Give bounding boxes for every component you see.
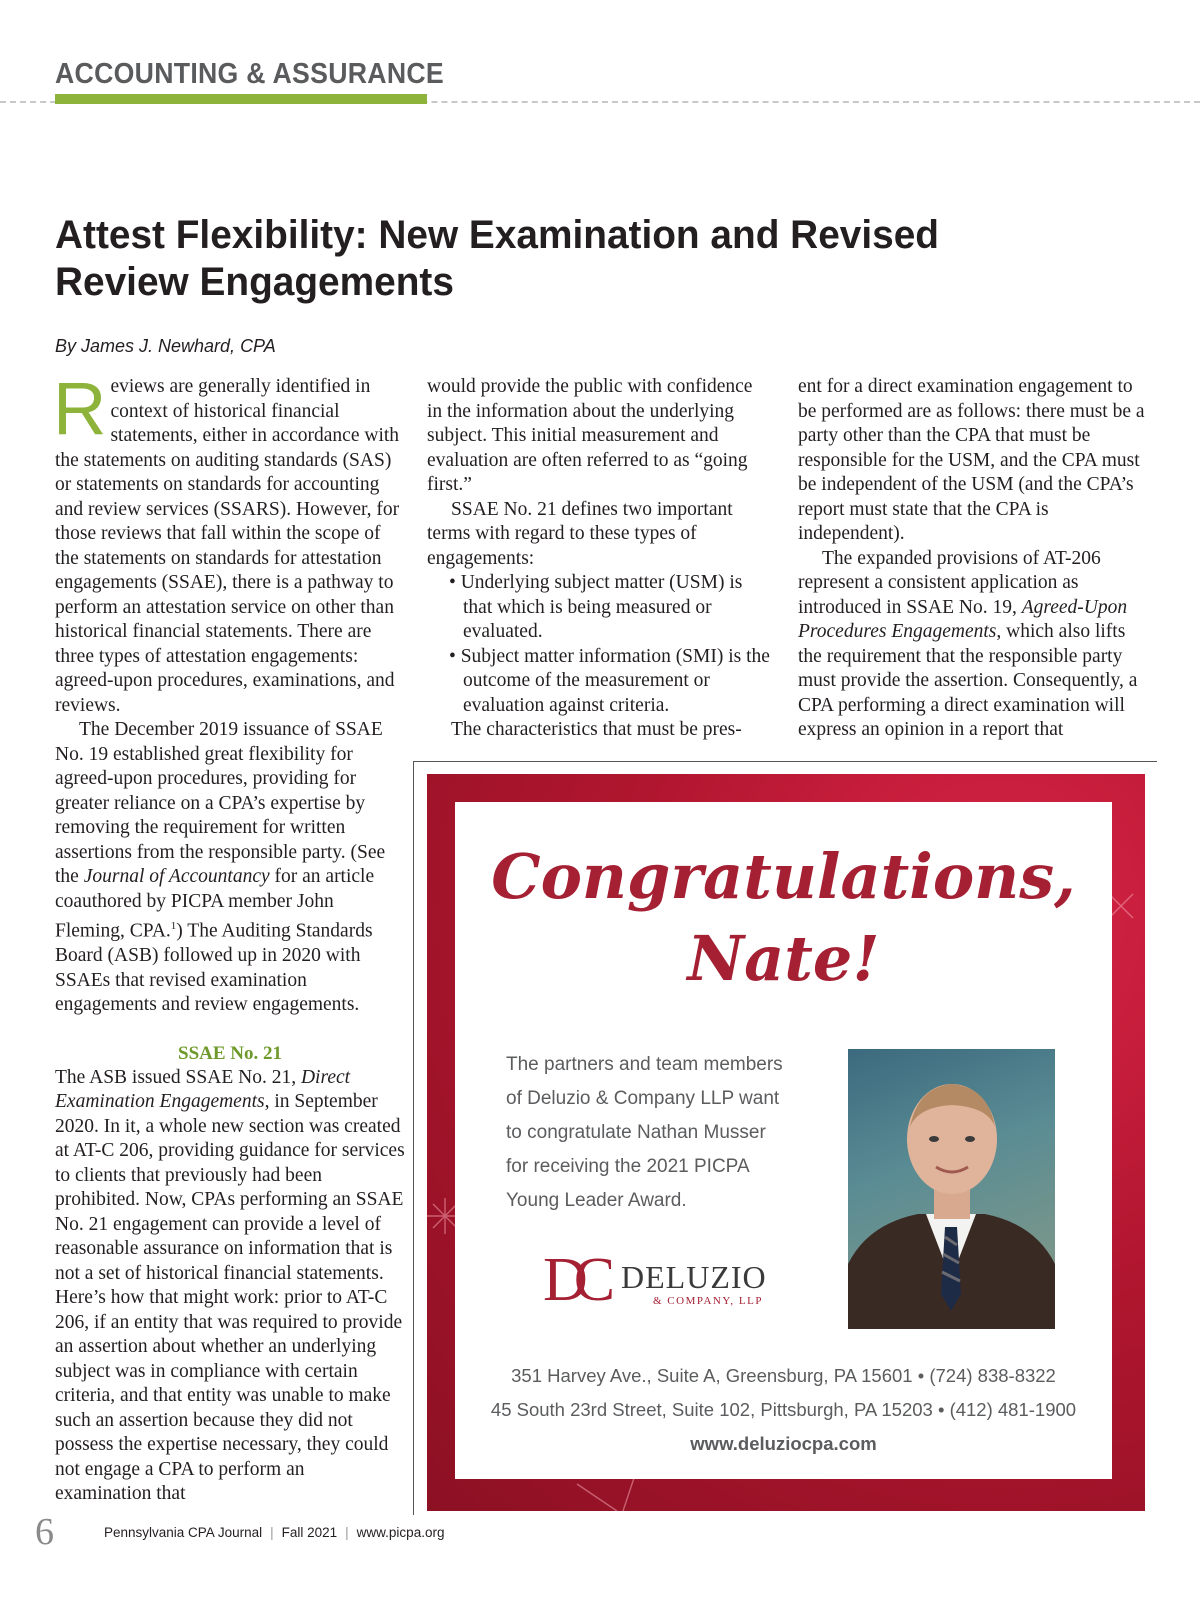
drop-cap: R <box>53 367 107 450</box>
article-title: Attest Flexibility: New Examination and Revised Review Engagements <box>55 213 939 304</box>
paragraph: The December 2019 issuance of SSAE No. 19 established great flexibility for agreed-upon procedures, providing for greater reliance on a CPA’s expertise by removing the requirement for written assertions from the responsible party. (See the Journal of Accountancy for an article coauthored by PICPA member John Fleming, CPA.$^1$) The Auditing Standards Board (ASB) followed up in 2020 with SSAEs that revised examination engagements and review engagements. <box>55 719 386 1015</box>
publication-title: Direct Examination Engagements <box>55 1066 351 1112</box>
journal-name: Pennsylvania CPA Journal <box>104 1525 263 1540</box>
paragraph: would provide the public with confidence in the information about the underlying subject. This initial measurement and evaluation are often referred to as “going first.” <box>427 376 753 495</box>
issue-label: Fall 2021 <box>281 1525 338 1540</box>
website-link[interactable]: www.deluziocpa.com <box>690 1433 877 1454</box>
publication-title: Agreed-Upon Procedures Engagements <box>798 596 1128 642</box>
page-number: 6 <box>35 1511 54 1553</box>
article-byline: By James J. Newhard, CPA <box>55 336 276 356</box>
logo-mark: DC <box>543 1246 602 1314</box>
footer-separator: | <box>270 1525 274 1540</box>
ad-contact-info <box>455 1359 1112 1461</box>
paragraph: The characteristics that must be pres- <box>451 719 742 740</box>
bullet-item: • Subject matter information (SMI) is the outcome of the measurement or evaluation against criteria. <box>449 645 770 716</box>
section-accent-bar <box>55 94 427 104</box>
paragraph: SSAE No. 21 defines two important terms with regard to these types of engagements: <box>427 498 733 569</box>
portrait-photo <box>848 1049 1055 1329</box>
paragraph: ent for a direct examination engagement to be performed are as follows: there must be a party other than the CPA that must be responsible for the USM, and the CPA must be independent of the USM (and the CPA’s report must state that the CPA is independent). <box>798 376 1145 544</box>
subheading: SSAE No. 21 <box>178 1042 282 1064</box>
footer-info <box>104 1525 444 1540</box>
footer-separator: | <box>345 1525 349 1540</box>
footnote-ref: 1 <box>170 920 177 932</box>
ad-content-panel <box>455 802 1112 1479</box>
ad-headline: Congratulations, Nate! <box>491 840 1076 995</box>
logo-subtitle: & COMPANY, LLP <box>653 1295 763 1307</box>
address-pittsburgh: 45 South 23rd Street, Suite 102, Pittsburgh, PA 15203 • (412) 481-1900 <box>490 1399 1077 1420</box>
logo-name: DELUZIO <box>621 1259 767 1295</box>
deluzio-logo <box>543 1246 783 1314</box>
article-column-3 <box>798 375 1150 743</box>
footer-website[interactable]: www.picpa.org <box>356 1525 445 1540</box>
paragraph: Reviews are generally identified in context of historical financial statements, either in accordance with the statements on auditing standards (SAS) or statements on standards for accounting and review services (SSARS). However, for those reviews that fall within the scope of the statements on standards for attestation engagements (SSAE), there is a pathway to perform an attestation service on other than historical financial statements. There are three types of attestation engagements: agreed-upon procedures, examinations, and reviews. <box>53 367 400 716</box>
article-column-2 <box>427 375 772 743</box>
ad-message: The partners and team members of Deluzio & Company LLP want to congratulate Nathan Musser for receiving the 2021 PICPA Young Leader Award. <box>506 1054 783 1211</box>
publication-title: Journal of Accountancy <box>83 866 270 887</box>
congratulations-ad <box>427 774 1145 1511</box>
paragraph: The ASB issued SSAE No. 21, Direct Examination Engagements, in September 2020. In it, a whole new section was created at AT-C 206, providing guidance for services to clients that previously had been prohibited. Now, CPAs performing an SSAE No. 21 engagement can provide a level of reasonable assurance on information that is not a set of historical financial statements. Here’s how that might work: prior to AT-C 206, if an entity that was required to provide an assertion about whether an underlying subject was in compliance with certain criteria, and that entity was unable to make such an assertion because they did not possess the expertise necessary, they could not engage a CPA to perform an examination that <box>55 1066 405 1504</box>
paragraph: The expanded provisions of AT-206 represent a consistent application as introduced in SSAE No. 19, Agreed-Upon Procedures Engagements, which also lifts the requirement that the responsible party must provide the assertion. Consequently, a CPA performing a direct examination will express an opinion in a report that <box>798 547 1138 740</box>
article-column-1 <box>53 367 405 1507</box>
portrait-illustration <box>848 1049 1055 1329</box>
bullet-item: • Underlying subject matter (USM) is that which is being measured or evaluated. <box>449 572 743 642</box>
section-label: ACCOUNTING & ASSURANCE <box>55 58 444 90</box>
address-greensburg: 351 Harvey Ave., Suite A, Greensburg, PA 15601 • (724) 838-8322 <box>511 1365 1056 1386</box>
